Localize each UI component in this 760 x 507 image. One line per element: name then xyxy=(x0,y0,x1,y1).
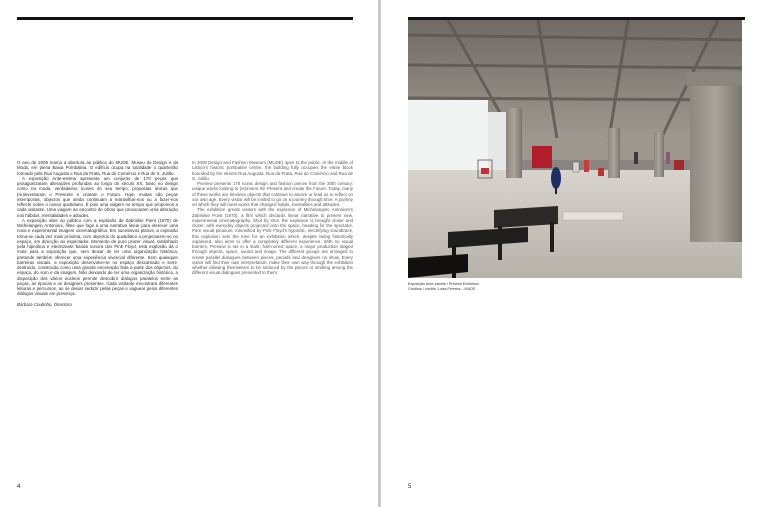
page-number: 5 xyxy=(408,484,412,490)
en-paragraph: Preview presents 170 iconic design and fashion pieces from the 20th century: unique works looking to (re)invent the Present and create the Future. Today, many of these works are timeless objects that continue to amaze or lead us to reflect on our own age. Every visitor will be invited to go on a journey through time. A journey on which they will meet works that changed habits, mentalities and attitudes. xyxy=(192,181,353,207)
pt-paragraph: A exposição abre ao público com a explosão de Zabriskie Point (1970) de Michelangelo Antonioni, filme que foge a uma narrativa linear para oferecer uma nova e experimental imagem cinematográfica. Em sucessivos planos, a explosão torna-se cada vez mais próxima, com objectos do quotidiano a projectarem-se no espaço, em direcção ao espectador. Momento de puro prazer visual, sublinhado pela hipnótica e electrizante banda sonora dos Pink Floyd, esta explosão dá o mote para a exposição que, sem deixar de ter uma organização histórica, pretende também oferecer uma experiência vivencial diferente. Sem quaisquer barreiras visuais, a exposição desenvolve-se no espaço descarnado e semi-destruído, construída como uma grande encenação feita a partir dos objectos, do espaço, do som e da imagem. Não deixando de ter uma organização histórica, a disposição dos vários núcleos permite descobrir diálogos paralelos entre as peças, as épocas e os designers presentes. Cada visitante encontrará diferentes leituras e percursos, ao se deixar seduzir pelas peças e vaguear pelos diferentes diálogos visuais em presença. xyxy=(17,217,178,297)
caption-title: Exposição Ante-estreia / Preview Exhibition xyxy=(408,282,479,286)
caption-credits: Créditos / credits: Luisa Ferreira – MUDE xyxy=(408,286,476,291)
english-text-column xyxy=(192,160,353,276)
signature: Bárbara Coutinho, Directora xyxy=(17,301,72,307)
pt-paragraph: A exposição Ante-estreia apresenta um conjunto de 170 peças que protagonizaram alterações profundas ao longo do século XX, tanto no design como na moda, verdadeiros ícones do seu tempo, propostas únicas que (re)inventaram o Presente e criaram o Futuro. Hoje, muitas são peças intemporais, objectos que ainda continuam a maravilhar-nos ou a fazer-nos reflectir sobre o nosso quotidiano. É pois uma viagem no tempo que propomos a cada visitante. Uma viagem ao encontro de obras que provocaram uma alteração nos hábitos, mentalidades e atitudes. xyxy=(17,175,178,218)
portuguese-text-column xyxy=(17,160,178,307)
left-page xyxy=(0,0,378,507)
exhibition-photo xyxy=(408,20,742,278)
en-paragraph: The exhibition greets visitors with the explosion of Michelangelo Antonioni's Zabriskie Point (1970), a film which discards linear narrative to present new, experimental cinematography. Shot by shot, the explosion is brought closer and closer, with everyday objects projected onto the space, heading for the spectator. Pure visual pleasure, intensified by Pink Floyd's hypnotic, electrifying soundtrack, this explosion sets the tone for an exhibition which, despite being historically organised, also aims to offer a completely different experience. With no visual barriers, Preview is set in a stark, half-ruined space; a major production staged through objects, space, sound and image. The different groups are arranged to create parallel dialogues between pieces, periods and designers on show. Every visitor will find their own interpretation, make their own way through the exhibition whether allowing themselves to be seduced by the pieces or strolling among the different visual dialogues presented to them. xyxy=(192,207,353,276)
top-rule xyxy=(17,17,353,20)
pt-paragraph: O ano de 2009 marca a abertura ao público do MUDE. Museu do Design e da Moda, em plena Baixa Pombalina. O edifício ocupa na totalidade o quarteirão formado pela Rua Augusta e Rua da Prata, Rua do Comércio e Rua de S. Julião. xyxy=(17,160,178,176)
photo-caption xyxy=(408,282,479,291)
en-paragraph: In 2009 Design and Fashion Museum (MUDE) open to the public. In the middle of Lisbon's historic pombaline centre, the building fully occupies the entire block bounded by the streets Rua Augusta, Rua da Prata, Rua do Comércio and Rua de S. Julião. xyxy=(192,160,353,181)
right-page xyxy=(381,0,760,507)
page-number: 4 xyxy=(17,484,21,490)
